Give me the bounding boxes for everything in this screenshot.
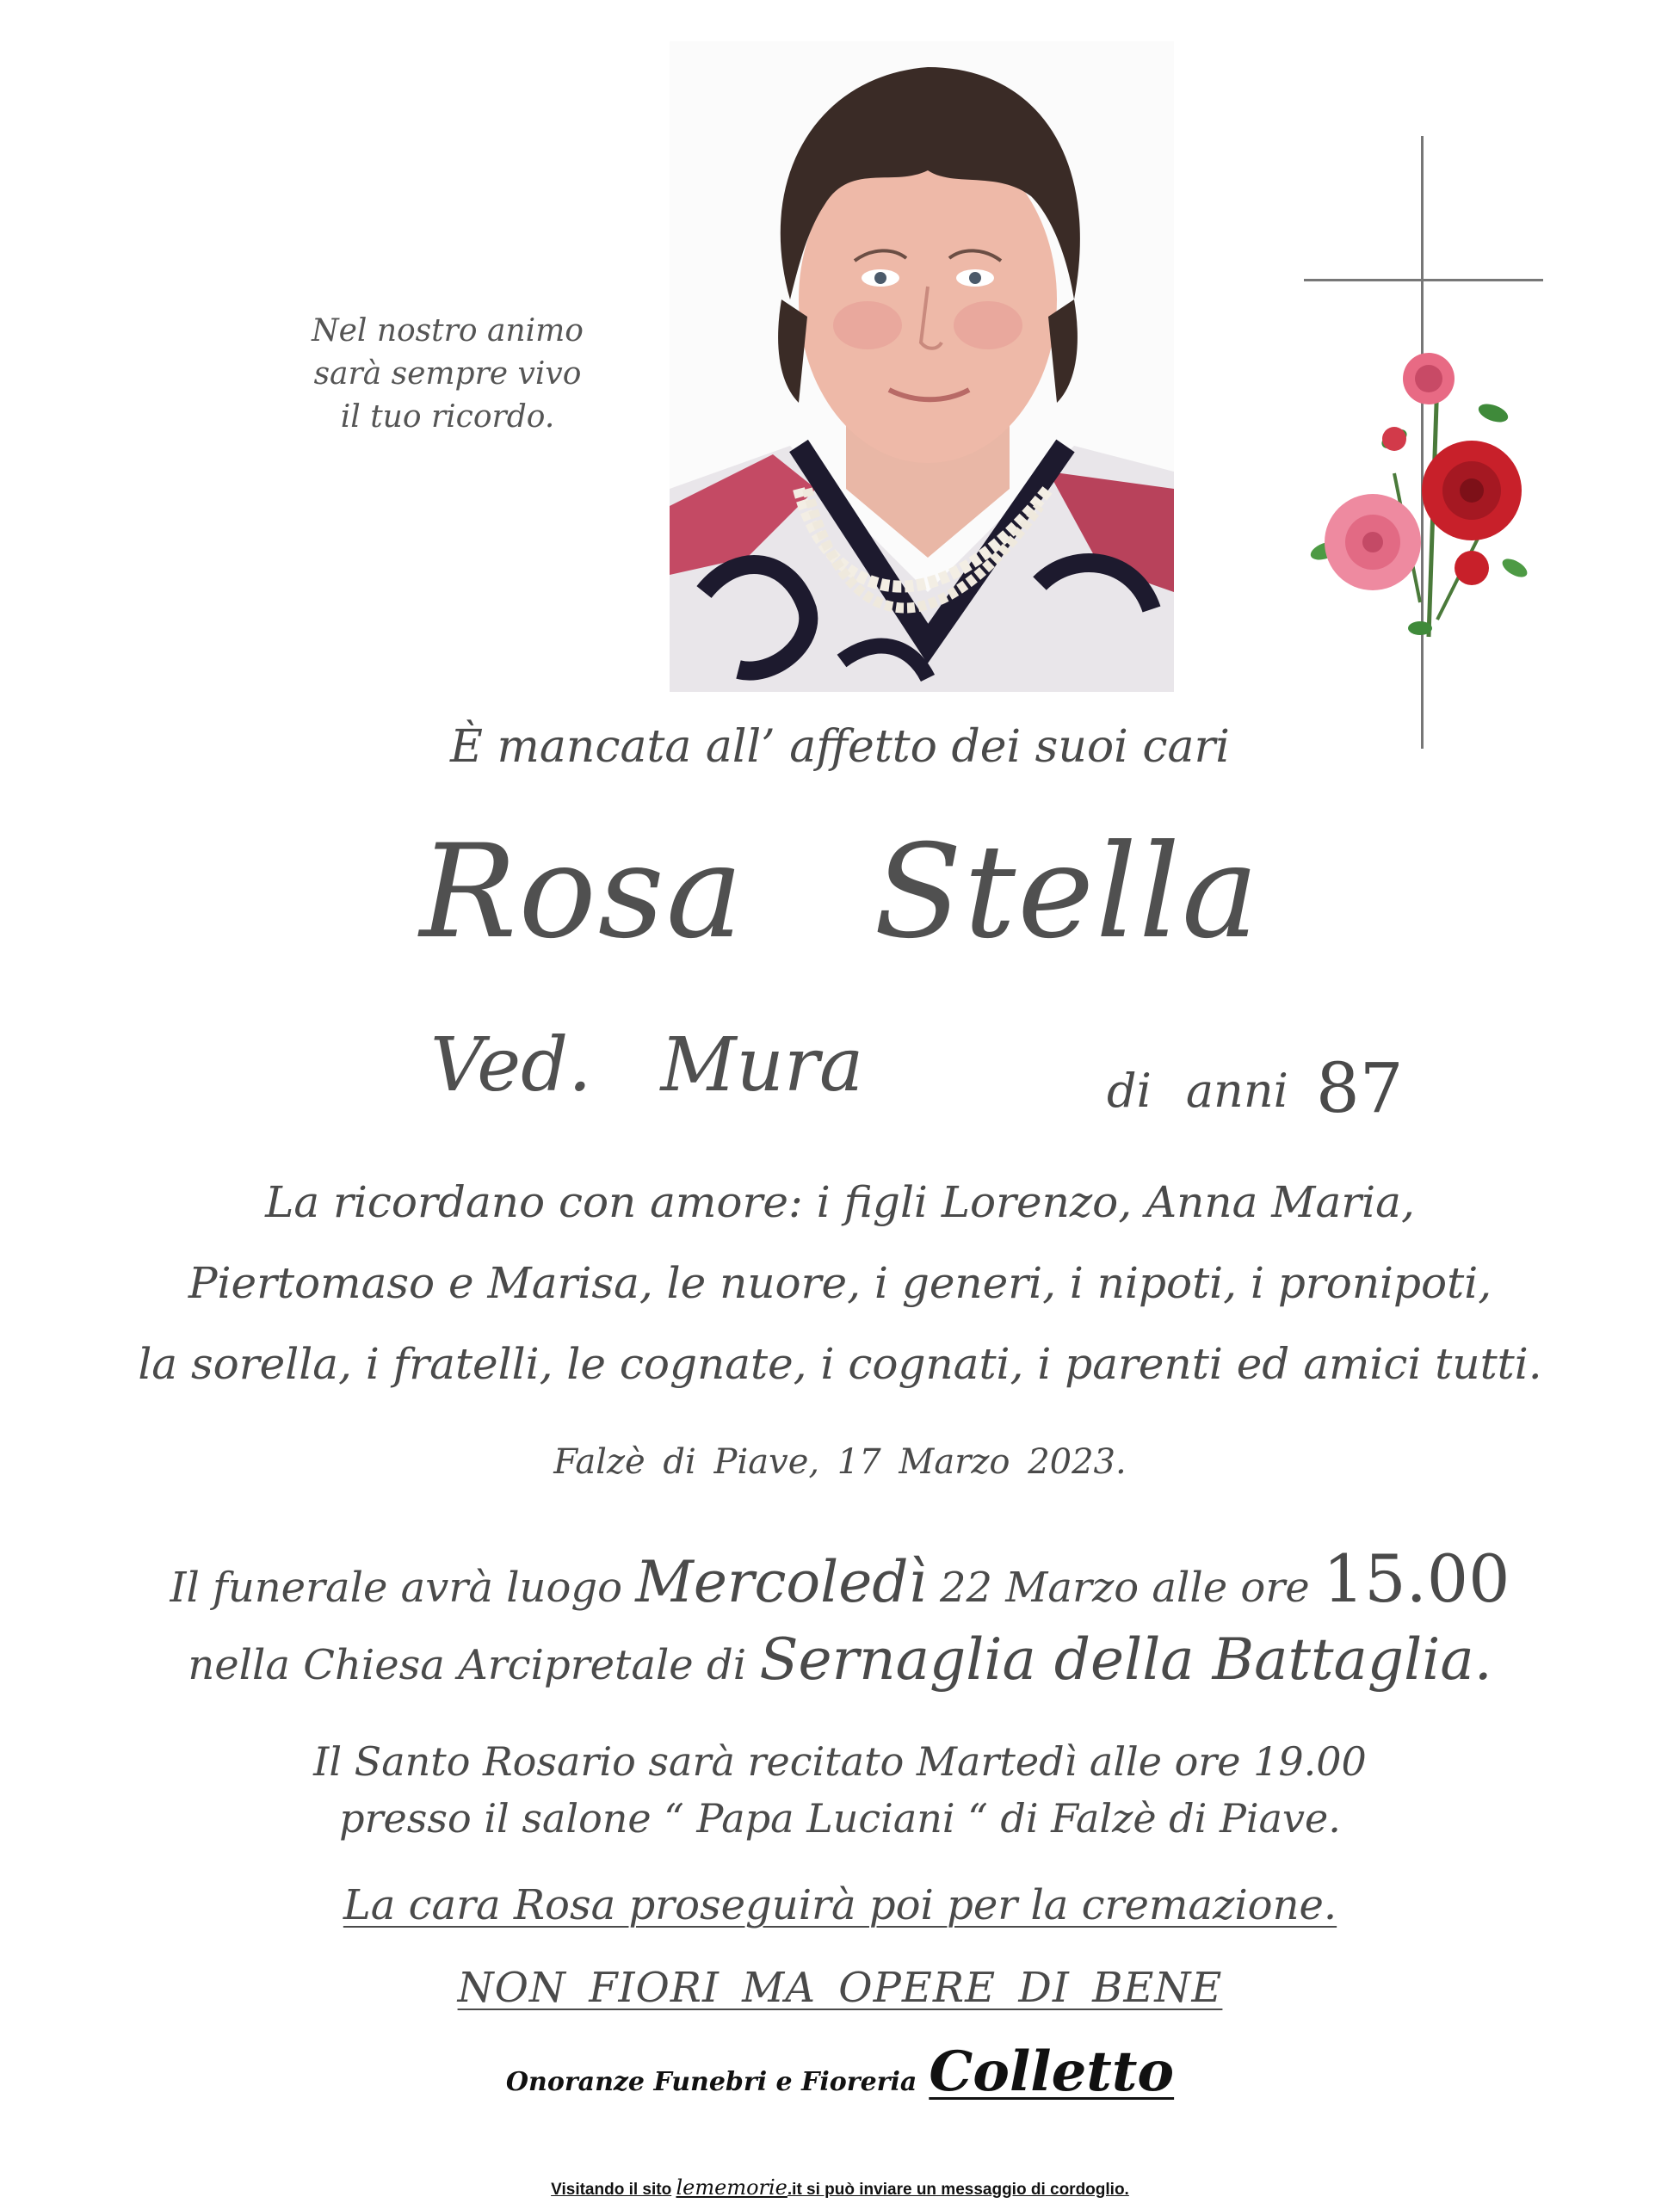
no-flowers-note bbox=[0, 1964, 1680, 2012]
funeral-time: 15.00 bbox=[1322, 1540, 1510, 1617]
first-name: Rosa bbox=[419, 818, 745, 967]
roses-icon bbox=[1291, 344, 1549, 654]
epigraph-line: Nel nostro animo bbox=[312, 313, 584, 349]
epigraph-line: sarà sempre vivo bbox=[313, 356, 582, 392]
funeral-pre: Il funerale avrà luogo bbox=[170, 1564, 622, 1612]
footer-pre: Visitando il sito bbox=[551, 2181, 672, 2199]
funeral-mid: 22 Marzo alle ore bbox=[939, 1564, 1310, 1612]
no-flowers-text: NON FIORI MA OPERE DI BENE bbox=[457, 1964, 1223, 2012]
epigraph-line: il tuo ricordo. bbox=[340, 399, 555, 435]
funeral-day: Mercoledì bbox=[635, 1549, 927, 1615]
funeral-place-line bbox=[0, 1626, 1680, 1693]
cremation-note bbox=[0, 1881, 1680, 1929]
funeral-home-text: Onoranze Funebri e Fioreria bbox=[505, 2067, 917, 2097]
age-anni: anni bbox=[1185, 1064, 1288, 1118]
funeral-home-brand: Colletto bbox=[929, 2039, 1175, 2104]
family-line: La ricordano con amore: i figli Lorenzo, Anna Maria, bbox=[265, 1177, 1415, 1227]
footer-site-link[interactable]: lememorie bbox=[676, 2175, 788, 2200]
age-di: di bbox=[1107, 1064, 1152, 1118]
rosary-line: Il Santo Rosario sarà recitato Martedì alle ore 19.00 bbox=[313, 1738, 1367, 1785]
footer-post: .it si può inviare un messaggio di cordoglio. bbox=[787, 2181, 1129, 2199]
funeral-line bbox=[0, 1540, 1680, 1617]
family-line: la sorella, i fratelli, le cognate, i cognati, i parenti ed amici tutti. bbox=[138, 1339, 1542, 1389]
cremation-text: La cara Rosa proseguirà poi per la cremazione. bbox=[343, 1881, 1337, 1929]
widow-name bbox=[430, 1022, 863, 1108]
funeral-home bbox=[0, 2039, 1680, 2104]
widow-prefix: Ved. bbox=[430, 1022, 592, 1108]
footer-note bbox=[0, 2175, 1680, 2200]
portrait-photo bbox=[670, 41, 1174, 692]
age-value: 87 bbox=[1315, 1048, 1404, 1128]
epigraph bbox=[258, 310, 637, 439]
widow-surname: Mura bbox=[660, 1022, 864, 1108]
last-name: Stella bbox=[874, 818, 1261, 967]
place-date: Falzè di Piave, 17 Marzo 2023. bbox=[553, 1442, 1127, 1482]
cross-horizontal-bar bbox=[1304, 279, 1543, 281]
funeral-place: Sernaglia della Battaglia. bbox=[759, 1626, 1492, 1693]
rosary-line: presso il salone “ Papa Luciani “ di Falzè di Piave. bbox=[339, 1795, 1341, 1842]
intro-text: È mancata all’ affetto dei suoi cari bbox=[450, 721, 1230, 773]
funeral-place-pre: nella Chiesa Arcipretale di bbox=[188, 1641, 747, 1689]
family-line: Piertomaso e Marisa, le nuore, i generi, i nipoti, i pronipoti, bbox=[188, 1258, 1492, 1308]
deceased-name bbox=[0, 818, 1680, 967]
age bbox=[1107, 1043, 1404, 1128]
